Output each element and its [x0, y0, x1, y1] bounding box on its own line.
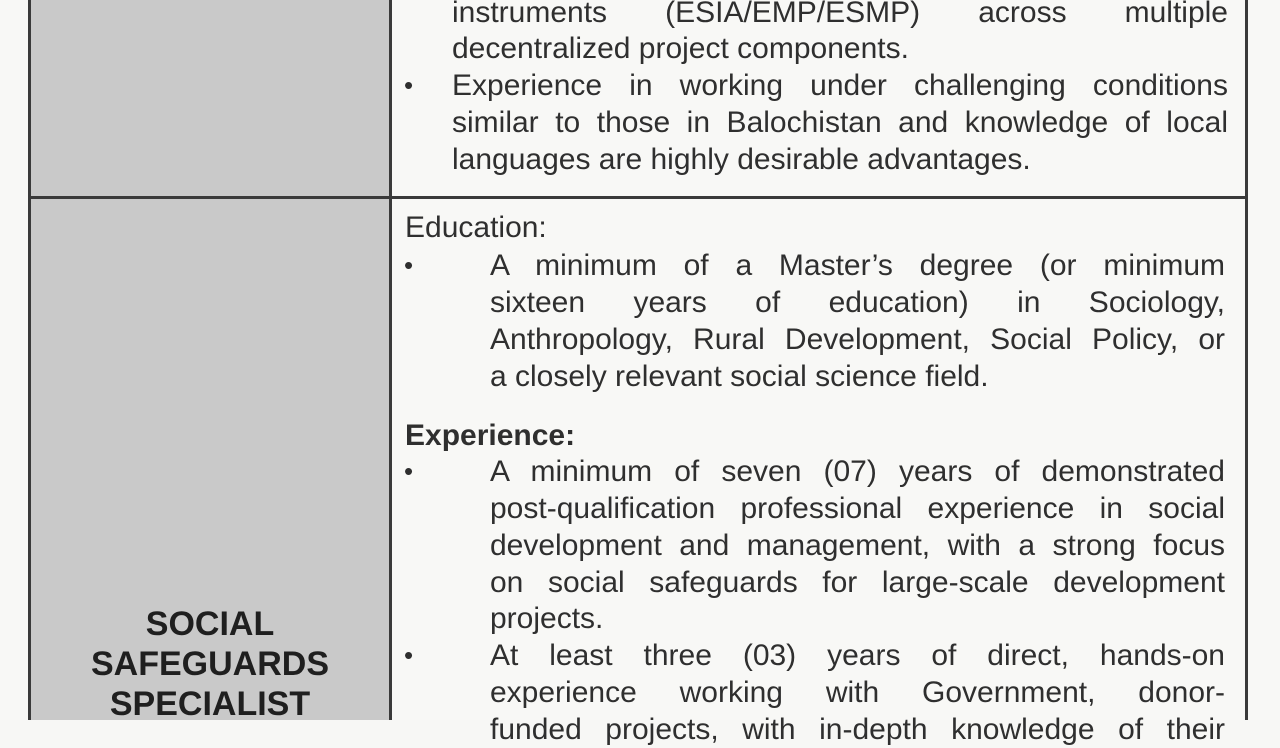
experience-label: Experience: [405, 419, 576, 452]
row1-line-4: similar to those in Balochistan and knowledge of local [452, 106, 1228, 139]
experience-item1-line-2: post-qualification professional experience in social [490, 492, 1225, 525]
row1-bullet: • [404, 70, 414, 100]
education-label: Education: [405, 211, 547, 244]
table-right-border [1245, 0, 1248, 720]
row1-line-5: languages are highly desirable advantages. [452, 143, 1031, 176]
position-title-line-3: SPECIALIST [109, 685, 311, 723]
row1-line-2: decentralized project components. [452, 32, 909, 65]
experience-bullet-2: • [404, 640, 414, 670]
experience-item1-line-1: A minimum of seven (07) years of demonstrated [490, 455, 1225, 488]
experience-bullet-1: • [404, 456, 414, 486]
education-line-3: Anthropology, Rural Development, Social Policy, or [490, 323, 1225, 356]
row1-left-cell [30, 0, 390, 196]
table-row-divider [28, 196, 1248, 199]
experience-item1-line-3: development and management, with a strong focus [490, 529, 1225, 562]
education-line-2: sixteen years of education) in Sociology, [490, 286, 1225, 319]
position-title-line-2: SAFEGUARDS [90, 645, 330, 683]
education-bullet: • [404, 250, 414, 280]
experience-item1-line-4: on social safeguards for large-scale development [490, 566, 1225, 599]
row1-line-1: instruments (ESIA/EMP/ESMP) across multiple [452, 0, 1228, 29]
experience-item2-line-3: funded projects, with in-depth knowledge of their [490, 713, 1225, 746]
education-line-1: A minimum of a Master’s degree (or minimum [490, 249, 1225, 282]
experience-item2-line-2: experience working with Government, donor- [490, 676, 1225, 709]
position-title-line-1: SOCIAL [145, 605, 275, 643]
education-line-4: a closely relevant social science field. [490, 360, 989, 393]
row1-line-3: Experience in working under challenging conditions [452, 69, 1228, 102]
experience-item2-line-1: At least three (03) years of direct, hands-on [490, 639, 1225, 672]
experience-item1-line-5: projects. [490, 602, 604, 635]
